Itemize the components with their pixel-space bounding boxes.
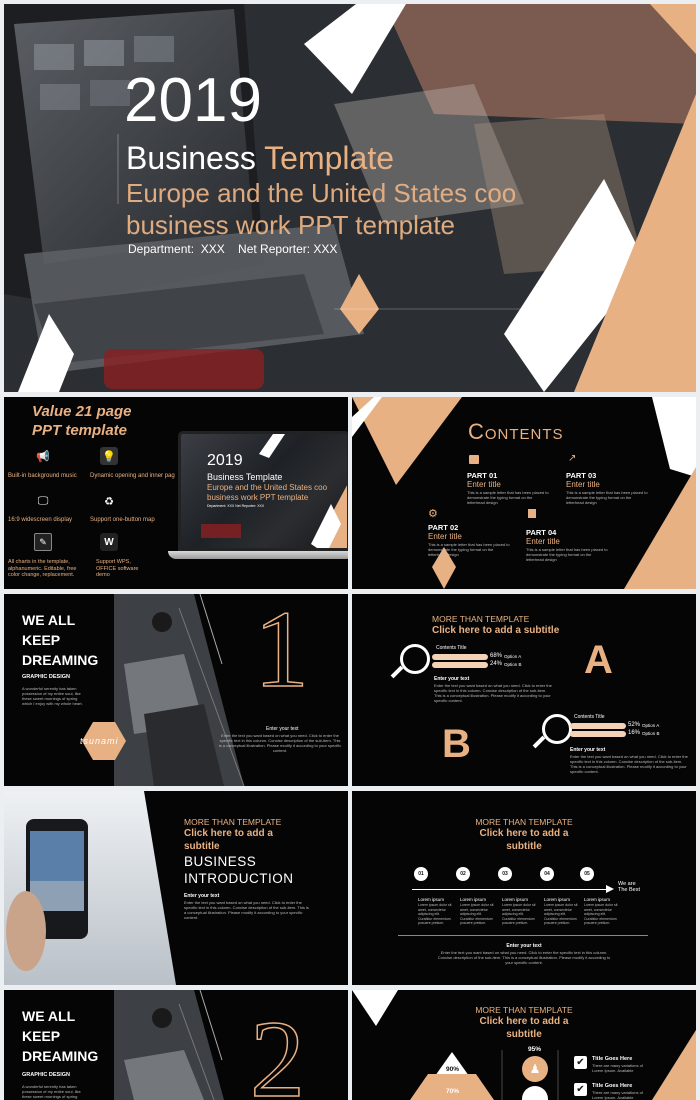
- step-5-desc: Lorem ipsum dolor sit amet, consectetur adipiscing elit. Curabitur elementum posuere pretium.: [584, 903, 618, 925]
- slide-timeline[interactable]: [352, 791, 696, 985]
- cover-year: 2019: [124, 66, 262, 135]
- timeline-kicker: MORE THAN TEMPLATE: [475, 817, 573, 827]
- dreaming-2-design-label: GRAPHIC DESIGN: [22, 1072, 70, 1078]
- slide-dreaming-1[interactable]: [4, 594, 348, 786]
- feature-label-4: Support one-button map: [90, 517, 155, 523]
- checklist-item-1-desc: There are many variations of Lorem Ipsum. Available: [592, 1063, 643, 1073]
- bar-top-b-pct: 24%: [490, 661, 503, 667]
- intro-desc: Enter the text you want based on what you need. Click to enter the specific text in this column. Concise description of the sub-item. This is a conceptual illustration. Please modify it according to your specific content.: [184, 900, 309, 920]
- step-3-desc: Lorem ipsum dolor sit amet, consectetur adipiscing elit. Curabitur elementum posuere pretium.: [502, 903, 536, 925]
- checklist-kicker: MORE THAN TEMPLATE: [475, 1005, 573, 1015]
- checklist-pct-b: 70%: [446, 1088, 460, 1095]
- part-01-label: PART 01: [467, 471, 498, 480]
- timeline-step-4: 04: [540, 867, 554, 881]
- checklist-pct-a: 90%: [446, 1066, 460, 1073]
- checklist-item-2-title: Title Goes Here: [592, 1083, 633, 1089]
- slide-checklist[interactable]: [352, 990, 696, 1100]
- laptop-department: Department: XXX Net Reporter: XXX: [207, 504, 265, 508]
- options-contents-title-bottom: Contents Title: [574, 714, 605, 720]
- recycle-icon: ♻: [104, 495, 114, 508]
- dreaming-enter-text: Enter your text: [266, 726, 299, 732]
- feature-label-6: Support WPS, OFFICE software demo: [96, 559, 139, 578]
- laptop-screen: [178, 431, 348, 551]
- timeline-end-label: We are The Best: [618, 881, 641, 893]
- intro-subtitle-2: subtitle: [184, 841, 220, 852]
- laptop-mockup: [174, 431, 348, 563]
- dreaming-2-body: A wonderful serenity has taken possession of my entire soul, like these sweet mornings of spring: [22, 1084, 81, 1099]
- step-5-title: Lorem ipsum: [584, 897, 611, 902]
- bar-bottom-b: [570, 731, 626, 737]
- number-one: 1: [254, 594, 309, 710]
- slide-business-intro[interactable]: [4, 791, 348, 985]
- step-1-desc: Lorem ipsum dolor sit amet, consectetur adipiscing elit. Curabitur elementum posuere pretium.: [418, 903, 452, 925]
- timeline-line: [412, 889, 612, 890]
- part-02-desc: This is a sample letter that has been placed to demonstrate the typing format on the letterhead design: [428, 542, 510, 557]
- person-icon: ♟: [522, 1056, 548, 1082]
- checklist-item-2-desc: There are many variations of Lorem Ipsum. Available: [592, 1090, 643, 1100]
- options-desc-bottom: Enter the text you want based on what you need. Click to enter the specific text in this column. Concise description of the sub-item. This is a conceptual illustration. Please modify it according to your specific content.: [570, 754, 688, 774]
- intro-title-2: INTRODUCTION: [184, 871, 294, 886]
- check-icon-1: ✔: [574, 1056, 587, 1069]
- timeline-arrow-icon: [606, 885, 614, 893]
- intro-title-1: BUSINESS: [184, 854, 257, 869]
- letter-b: B: [442, 722, 471, 766]
- part-04-desc: This is a sample letter that has been placed to demonstrate the typing format on the letterhead design: [526, 547, 608, 562]
- part-04-subtitle: Enter title: [526, 537, 560, 546]
- gear-icon: ⚙: [428, 508, 438, 520]
- step-4-desc: Lorem ipsum dolor sit amet, consectetur adipiscing elit. Curabitur elementum posuere pretium.: [544, 903, 578, 925]
- bar-bottom-a: [570, 723, 626, 729]
- timeline-divider: [398, 935, 648, 936]
- laptop-year: 2019: [207, 452, 243, 469]
- options-kicker: MORE THAN TEMPLATE: [432, 614, 530, 624]
- part-04-label: PART 04: [526, 528, 557, 537]
- checklist-subtitle-1: Click here to add a: [479, 1016, 569, 1027]
- chart-line-icon: ↗: [568, 453, 577, 464]
- magnifier-award-icon: [400, 644, 430, 674]
- bar-bottom-a-label: Option A: [642, 723, 660, 728]
- options-desc-top: Enter the text you want based on what you need. Click to enter the specific text in this column. Concise description of the sub-item. This is a conceptual illustration. Please modify it according to your specific content.: [434, 683, 552, 703]
- step-2-desc: Lorem ipsum dolor sit amet, consectetur adipiscing elit. Curabitur elementum posuere pretium.: [460, 903, 494, 925]
- bar-top-a: [432, 654, 488, 660]
- bar-bottom-b-label: Option B: [642, 731, 660, 736]
- laptop-base: [168, 551, 348, 559]
- part-03-desc: This is a sample letter that has been placed to demonstrate the typing format on the letterhead design: [566, 490, 648, 505]
- slide-cover[interactable]: [4, 4, 696, 392]
- checklist-item-1-title: Title Goes Here: [592, 1056, 633, 1062]
- features-headline-2: PPT template: [32, 422, 128, 439]
- document-icon: [528, 509, 536, 518]
- part-01-subtitle: Enter title: [467, 480, 501, 489]
- dreaming-body: A wonderful serenity has taken possession of my entire soul, like these sweet mornings of spring which I enjoy with my whole heart.: [22, 686, 83, 706]
- cover-subtitle-line-2: business work PPT template: [126, 210, 455, 240]
- bar-top-a-label: Option A: [504, 654, 522, 659]
- step-4-title: Lorem ipsum: [544, 897, 571, 902]
- intro-kicker: MORE THAN TEMPLATE: [184, 817, 282, 827]
- timeline-step-5: 05: [580, 867, 594, 881]
- check-icon-2: ✔: [574, 1083, 587, 1096]
- timeline-step-2: 02: [456, 867, 470, 881]
- options-contents-title-top: Contents Title: [436, 645, 467, 651]
- cover-department: Department: XXX Net Reporter: XXX: [128, 242, 338, 256]
- timeline-step-1: 01: [414, 867, 428, 881]
- cover-title-template: Template: [264, 140, 394, 176]
- magnifier-icon-bottom: [542, 714, 572, 744]
- slide-contents[interactable]: [352, 397, 696, 589]
- feature-label-2: Dynamic opening and inner pag: [90, 473, 175, 479]
- part-01-desc: This is a sample letter that has been placed to demonstrate the typing format on the letterhead design: [467, 490, 549, 505]
- bar-top-b: [432, 662, 488, 668]
- feature-label-1: Built-in background music: [8, 473, 77, 479]
- cover-subtitle-line-1: Europe and the United States coo: [126, 178, 517, 208]
- slide-features[interactable]: [4, 397, 348, 589]
- dreaming-heading: WE ALL KEEP DREAMING: [22, 612, 99, 668]
- dreaming-desc: Enter the text you want based on what you need. Click to enter the specific text in this column. Concise description of the sub-item. This is a conceptual illustration. Please modify it according to your specific content.: [218, 733, 342, 753]
- features-headline-1: Value 21 page: [32, 403, 132, 420]
- briefcase-icon: [469, 455, 479, 464]
- slide-dreaming-2[interactable]: [4, 990, 348, 1100]
- options-subtitle: Click here to add a subtitle: [432, 625, 560, 636]
- timeline-desc: Enter the text you want based on what you need. Click to enter the specific text in this column. Concise description of the sub-item. This is a conceptual illustration. Please modify it according to your specific content.: [437, 950, 611, 965]
- step-3-title: Lorem ipsum: [502, 897, 529, 902]
- laptop-subtitle-1: Europe and the United States coo: [207, 483, 328, 492]
- cover-title: [126, 140, 394, 176]
- bar-top-a-pct: 68%: [490, 653, 503, 659]
- step-2-title: Lorem ipsum: [460, 897, 487, 902]
- feature-label-5: All charts in the template, alphanumeric. Editable, free color change, replacement.: [8, 559, 77, 578]
- part-02-label: PART 02: [428, 523, 459, 532]
- dreaming-2-heading: WE ALL KEEP DREAMING: [22, 1008, 99, 1064]
- part-03-subtitle: Enter title: [566, 480, 600, 489]
- tsunami-tag: tsunami: [80, 736, 119, 746]
- megaphone-icon: 📢: [36, 450, 50, 463]
- checklist-pct-top: 95%: [528, 1046, 542, 1053]
- dreaming-design-label: GRAPHIC DESIGN: [22, 674, 70, 680]
- timeline-enter-text: Enter your text: [506, 943, 542, 949]
- magnifier-handle-bottom: [533, 736, 546, 749]
- step-1-title: Lorem ipsum: [418, 897, 445, 902]
- intro-phone-photo: [4, 791, 348, 985]
- timeline-subtitle-2: subtitle: [506, 841, 542, 852]
- bar-bottom-a-pct: 52%: [628, 722, 641, 728]
- options-enter-text-top: Enter your text: [434, 676, 470, 682]
- lightbulb-icon: 💡: [100, 447, 118, 465]
- intro-enter-text: Enter your text: [184, 893, 220, 899]
- timeline-subtitle-1: Click here to add a: [479, 828, 569, 839]
- cover-title-business: Business: [126, 140, 256, 176]
- number-two: 2: [250, 998, 305, 1100]
- presentation-icon: 🖵: [37, 494, 49, 507]
- bar-bottom-b-pct: 16%: [628, 730, 641, 736]
- part-03-label: PART 03: [566, 471, 597, 480]
- magnifier-handle: [391, 666, 404, 679]
- slide-options[interactable]: [352, 594, 696, 786]
- intro-subtitle-1: Click here to add a: [184, 828, 273, 839]
- timeline-step-3: 03: [498, 867, 512, 881]
- laptop-title: Business Template: [207, 472, 283, 482]
- part-02-subtitle: Enter title: [428, 532, 462, 541]
- letter-a: A: [584, 638, 613, 682]
- wps-icon: W: [100, 533, 118, 551]
- bar-top-b-label: Option B: [504, 662, 522, 667]
- feature-label-3: 16:9 widescreen display: [8, 517, 73, 523]
- contents-title: Contents: [468, 419, 564, 444]
- edit-icon: ✎: [34, 533, 52, 551]
- checklist-subtitle-2: subtitle: [506, 1029, 542, 1040]
- options-enter-text-bottom: Enter your text: [570, 747, 606, 753]
- laptop-subtitle-2: business work PPT template: [207, 493, 309, 502]
